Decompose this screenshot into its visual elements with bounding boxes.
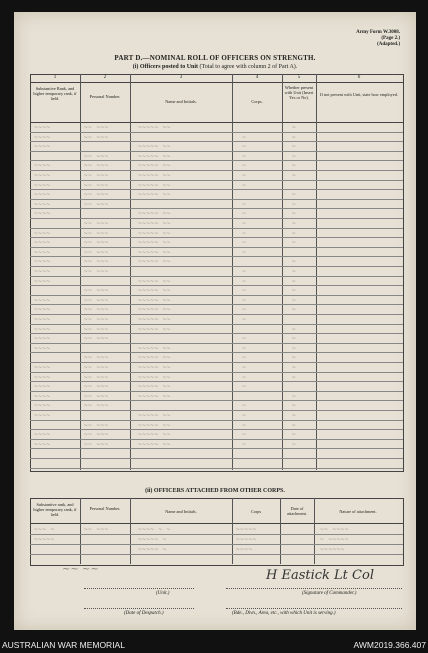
faint-pencil-entry: ~~ ~~~ — [84, 326, 109, 333]
faint-pencil-entry: ~~~~~ ~~ — [138, 278, 171, 285]
faint-pencil-entry: ~~~~ — [34, 412, 51, 419]
bde-line — [226, 608, 402, 609]
section-two-title: (ii) OFFICERS ATTACHED FROM OTHER CORPS. — [145, 488, 285, 494]
table-row-line — [30, 448, 403, 449]
faint-pencil-entry: ~~~~~ ~~ — [138, 441, 171, 448]
faint-pencil-entry: ~~~~ — [34, 326, 51, 333]
table-row-line — [30, 352, 403, 353]
attached-header-corps: Corps — [250, 509, 262, 514]
faint-pencil-entry: ~~~~~ ~~ — [138, 383, 171, 390]
faint-pencil-entry: ~~~~ — [34, 124, 51, 131]
faint-pencil-entry: ~~~~~ ~~ — [138, 297, 171, 304]
faint-pencil-entry: ~~~~ — [34, 364, 51, 371]
footer-institution: AUSTRALIAN WAR MEMORIAL — [2, 640, 125, 650]
faint-pencil-entry: ~ — [292, 441, 297, 448]
despatch-caption: (Date of Despatch.) — [124, 611, 164, 616]
table-row-line — [30, 439, 403, 440]
table-row-line — [30, 343, 403, 344]
header-rank: Substantive Rank, and higher temporary rank, if held. — [33, 86, 77, 102]
faint-pencil-entry: ~ — [292, 268, 297, 275]
attached-faint-entry: ~~~~~~ — [320, 546, 345, 553]
faint-pencil-entry: ~ — [242, 153, 247, 160]
faint-pencil-entry: ~~ ~~~ — [84, 239, 109, 246]
faint-pencil-entry: ~ — [292, 162, 297, 169]
attached-faint-entry: ~~~~~ — [236, 536, 257, 543]
table-row-line — [30, 304, 403, 305]
table-row-line — [30, 132, 403, 133]
faint-pencil-entry: ~ — [242, 316, 247, 323]
part-title: PART D.—NOMINAL ROLL OF OFFICERS ON STRENGTH. — [114, 54, 316, 62]
faint-pencil-entry: ~ — [292, 210, 297, 217]
faint-pencil-entry: ~~~~ — [34, 278, 51, 285]
faint-pencil-entry: ~~~~~ ~~ — [138, 431, 171, 438]
table-row-line — [30, 151, 403, 152]
faint-pencil-entry: ~~ ~~~ — [84, 297, 109, 304]
faint-pencil-entry: ~~~~ — [34, 191, 51, 198]
faint-pencil-entry: ~~~~~ ~~ — [138, 345, 171, 352]
faint-pencil-entry: ~~~~~ ~~ — [138, 124, 171, 131]
faint-pencil-entry: ~~ ~~~ — [84, 393, 109, 400]
attached-faint-entry: ~~ ~~~ — [84, 526, 109, 533]
table-row-line — [30, 199, 403, 200]
attached-faint-entry: ~~~~~ — [34, 536, 55, 543]
faint-pencil-entry: ~~~~ — [34, 345, 51, 352]
faint-pencil-entry: ~~~~ — [34, 316, 51, 323]
faint-pencil-entry: ~~ ~~~ — [84, 258, 109, 265]
faint-pencil-entry: ~~~~ — [34, 402, 51, 409]
col-number-5: 5 — [297, 75, 301, 80]
faint-pencil-entry: ~ — [242, 239, 247, 246]
faint-pencil-entry: ~~~~~ ~~ — [138, 210, 171, 217]
faint-pencil-entry: ~~ ~~~ — [84, 230, 109, 237]
header-divider — [30, 122, 403, 123]
faint-pencil-entry: ~ — [242, 383, 247, 390]
header-name: Name and Initials. — [165, 99, 197, 104]
col-number-2: 2 — [103, 75, 107, 80]
faint-pencil-entry: ~~ ~~~ — [84, 441, 109, 448]
faint-pencil-entry: ~~~~~ ~~ — [138, 422, 171, 429]
table-row-line — [30, 324, 403, 325]
faint-pencil-entry: ~~ ~~~ — [84, 431, 109, 438]
attached-row-line-2 — [30, 544, 403, 545]
faint-pencil-entry: ~~~~ — [34, 393, 51, 400]
faint-pencil-entry: ~~~~ — [34, 239, 51, 246]
faint-pencil-entry: ~ — [242, 201, 247, 208]
attached-header-nature: Nature of attachment. — [339, 509, 377, 514]
faint-pencil-entry: ~~ ~~~ — [84, 172, 109, 179]
faint-pencil-entry: ~ — [242, 210, 247, 217]
faint-pencil-entry: ~~ ~~~ — [84, 383, 109, 390]
faint-pencil-entry: ~~ ~~~ — [84, 134, 109, 141]
header-corps: Corps. — [251, 99, 263, 104]
unit-caption: (Unit.) — [156, 591, 170, 596]
faint-pencil-entry: ~~~~~ ~~ — [138, 143, 171, 150]
table-row-line — [30, 189, 403, 190]
faint-pencil-entry: ~ — [242, 278, 247, 285]
table-row-line — [30, 391, 403, 392]
attached-header-rank: Substantive rank, and higher temporary rank, if held. — [33, 502, 77, 518]
faint-pencil-entry: ~~ ~~~ — [84, 402, 109, 409]
faint-pencil-entry: ~~~~~ ~~ — [138, 172, 171, 179]
faint-pencil-entry: ~~~~~ ~~ — [138, 162, 171, 169]
faint-pencil-entry: ~ — [242, 306, 247, 313]
faint-pencil-entry: ~ — [292, 191, 297, 198]
faint-pencil-entry: ~ — [292, 326, 297, 333]
table-row-line — [30, 160, 403, 161]
faint-pencil-entry: ~~~~ — [34, 162, 51, 169]
faint-pencil-entry: ~ — [292, 306, 297, 313]
faint-pencil-entry: ~ — [242, 182, 247, 189]
col-number-3: 3 — [179, 75, 183, 80]
table-row-line — [30, 218, 403, 219]
faint-pencil-entry: ~~~~ — [34, 210, 51, 217]
faint-pencil-entry: ~ — [292, 134, 297, 141]
faint-pencil-entry: ~~~~~ ~~ — [138, 412, 171, 419]
faint-pencil-entry: ~ — [242, 335, 247, 342]
table-row-line — [30, 400, 403, 401]
faint-pencil-entry: ~~~~~ ~~ — [138, 182, 171, 189]
table-row-line — [30, 170, 403, 171]
faint-pencil-entry: ~~~~~ ~~ — [138, 230, 171, 237]
faint-pencil-entry: ~~~~~ ~~ — [138, 287, 171, 294]
faint-pencil-entry: ~ — [242, 287, 247, 294]
header-employment: If not present with Unit, state how employed. — [320, 92, 398, 97]
form-page: (Page 2.) — [381, 36, 400, 41]
attached-faint-entry: ~ ~~~~~ — [320, 536, 349, 543]
faint-pencil-entry: ~ — [292, 422, 297, 429]
faint-pencil-entry: ~~ ~~~ — [84, 316, 109, 323]
faint-pencil-entry: ~ — [292, 374, 297, 381]
attached-row-line-1 — [30, 534, 403, 535]
faint-pencil-entry: ~ — [242, 134, 247, 141]
attached-faint-entry: ~~~~~ ~ — [138, 546, 167, 553]
faint-pencil-entry: ~ — [242, 172, 247, 179]
table-row-line — [30, 141, 403, 142]
faint-pencil-entry: ~~~~~ ~~ — [138, 239, 171, 246]
col-number-divider — [30, 82, 403, 83]
attached-header-name: Name and Initials. — [165, 509, 197, 514]
faint-pencil-entry: ~~~~ — [34, 268, 51, 275]
faint-pencil-entry: ~~~~ — [34, 383, 51, 390]
faint-pencil-entry: ~~ ~~~ — [84, 422, 109, 429]
attached-faint-entry: ~~~~ ~ ~ — [138, 526, 171, 533]
faint-pencil-entry: ~ — [242, 412, 247, 419]
unit-line — [84, 588, 194, 589]
faint-pencil-entry: ~~~~~ ~~ — [138, 191, 171, 198]
faint-pencil-entry: ~ — [292, 172, 297, 179]
faint-pencil-entry: ~~ ~~~ — [84, 268, 109, 275]
pencil-annotation: ~~ ~~ — [62, 564, 99, 575]
faint-pencil-entry: ~~~~ — [34, 306, 51, 313]
table-row-line — [30, 429, 403, 430]
faint-pencil-entry: ~~ ~~~ — [84, 335, 109, 342]
form-identifier — [356, 30, 400, 48]
col-number-4: 4 — [255, 75, 259, 80]
faint-pencil-entry: ~ — [292, 239, 297, 246]
faint-pencil-entry: ~ — [292, 278, 297, 285]
table-row-line — [30, 314, 403, 315]
attached-header-date: Date of attachment. — [287, 506, 307, 517]
faint-pencil-entry: ~ — [292, 258, 297, 265]
table-row-line — [30, 381, 403, 382]
faint-pencil-entry: ~ — [292, 402, 297, 409]
faint-pencil-entry: ~~~~ — [34, 182, 51, 189]
table-row-line — [30, 237, 403, 238]
table-row-line — [30, 180, 403, 181]
faint-pencil-entry: ~ — [242, 431, 247, 438]
table-row-line — [30, 410, 403, 411]
faint-pencil-entry: ~~ ~~~ — [84, 182, 109, 189]
faint-pencil-entry: ~~~~ — [34, 172, 51, 179]
table-row-line — [30, 420, 403, 421]
faint-pencil-entry: ~ — [292, 354, 297, 361]
faint-pencil-entry: ~~~~~ ~~ — [138, 326, 171, 333]
bde-caption: (Bde., Divn., Area, etc., with which Unit is serving.) — [232, 611, 336, 616]
faint-pencil-entry: ~~ ~~~ — [84, 364, 109, 371]
faint-pencil-entry: ~~~~ — [34, 134, 51, 141]
table-row-line — [30, 208, 403, 209]
faint-pencil-entry: ~~~~~ ~~ — [138, 220, 171, 227]
faint-pencil-entry: ~~~~~ ~~ — [138, 258, 171, 265]
table-row-line — [30, 276, 403, 277]
faint-pencil-entry: ~ — [292, 287, 297, 294]
faint-pencil-entry: ~~ ~~~ — [84, 287, 109, 294]
faint-pencil-entry: ~~~~ — [34, 374, 51, 381]
faint-pencil-entry: ~~~~ — [34, 230, 51, 237]
faint-pencil-entry: ~ — [292, 220, 297, 227]
faint-pencil-entry: ~~ ~~~ — [84, 124, 109, 131]
faint-pencil-entry: ~ — [242, 230, 247, 237]
faint-pencil-entry: ~ — [292, 335, 297, 342]
table-row-line — [30, 372, 403, 373]
table-row-line — [30, 247, 403, 248]
faint-pencil-entry: ~~~~~ ~~ — [138, 316, 171, 323]
table-row-line — [30, 295, 403, 296]
faint-pencil-entry: ~~~~~ ~~ — [138, 153, 171, 160]
attached-row-line-3 — [30, 554, 403, 555]
faint-pencil-entry: ~ — [242, 374, 247, 381]
faint-pencil-entry: ~ — [292, 143, 297, 150]
col-number-1: 1 — [53, 75, 57, 80]
attached-header-number: Personal Number. — [89, 506, 121, 511]
faint-pencil-entry: ~~~~ — [34, 335, 51, 342]
col-number-6: 6 — [357, 75, 361, 80]
form-sheet — [14, 12, 416, 630]
faint-pencil-entry: ~ — [292, 412, 297, 419]
faint-pencil-entry: ~ — [242, 249, 247, 256]
faint-pencil-entry: ~ — [242, 345, 247, 352]
faint-pencil-entry: ~~ ~~~ — [84, 354, 109, 361]
faint-pencil-entry: ~ — [242, 162, 247, 169]
table-row-line — [30, 458, 403, 459]
faint-pencil-entry: ~~ ~~~ — [84, 201, 109, 208]
attached-faint-entry: ~~ ~~~~ — [320, 526, 349, 533]
faint-pencil-entry: ~~~~~ ~~ — [138, 354, 171, 361]
faint-pencil-entry: ~ — [242, 297, 247, 304]
table-row-line — [30, 266, 403, 267]
faint-pencil-entry: ~~ ~~~ — [84, 374, 109, 381]
faint-pencil-entry: ~ — [292, 345, 297, 352]
faint-pencil-entry: ~~~~~ ~~ — [138, 306, 171, 313]
footer-accession: AWM2019.366.407 — [353, 640, 426, 650]
table-row-line — [30, 285, 403, 286]
attached-header-divider — [30, 523, 403, 524]
faint-pencil-entry: ~ — [292, 124, 297, 131]
faint-pencil-entry: ~~ ~~~ — [84, 153, 109, 160]
faint-pencil-entry: ~ — [292, 297, 297, 304]
faint-pencil-entry: ~ — [292, 364, 297, 371]
faint-pencil-entry: ~~ ~~~ — [84, 162, 109, 169]
faint-pencil-entry: ~ — [242, 220, 247, 227]
faint-pencil-entry: ~~~~ — [34, 249, 51, 256]
faint-pencil-entry: ~ — [292, 201, 297, 208]
faint-pencil-entry: ~ — [292, 153, 297, 160]
faint-pencil-entry: ~ — [242, 402, 247, 409]
table-row-line — [30, 468, 403, 469]
faint-pencil-entry: ~~~~ — [34, 201, 51, 208]
form-adapted: (Adapted.) — [377, 42, 400, 47]
faint-pencil-entry: ~~~~~ ~~ — [138, 364, 171, 371]
section-one-title — [14, 64, 416, 70]
faint-pencil-entry: ~ — [292, 431, 297, 438]
faint-pencil-entry: ~~ ~~~ — [84, 249, 109, 256]
faint-pencil-entry: ~ — [242, 422, 247, 429]
commander-signature: H Eastick Lt Col — [266, 568, 374, 583]
faint-pencil-entry: ~ — [292, 393, 297, 400]
faint-pencil-entry: ~ — [242, 354, 247, 361]
table-row-line — [30, 362, 403, 363]
faint-pencil-entry: ~ — [242, 441, 247, 448]
table-row-line — [30, 256, 403, 257]
attached-faint-entry: ~~~~~ — [236, 526, 257, 533]
faint-pencil-entry: ~~ ~~~ — [84, 191, 109, 198]
faint-pencil-entry: ~ — [242, 268, 247, 275]
header-personal-number: Personal Number. — [89, 94, 121, 99]
attached-faint-entry: ~~~~ — [236, 546, 253, 553]
faint-pencil-entry: ~ — [242, 364, 247, 371]
faint-pencil-entry: ~~~~ — [34, 431, 51, 438]
faint-pencil-entry: ~ — [242, 143, 247, 150]
despatch-line — [84, 608, 194, 609]
commander-caption: (Signature of Commander.) — [302, 591, 357, 596]
faint-pencil-entry: ~~~~~ ~~ — [138, 374, 171, 381]
attached-faint-entry: ~~~ ~ — [34, 526, 55, 533]
faint-pencil-entry: ~~~~ — [34, 143, 51, 150]
faint-pencil-entry: ~~~~ — [34, 441, 51, 448]
section-one-title-note: (Total to agree with column 2 of Part A). — [198, 64, 298, 70]
header-whether-present: Whether present with Unit (Insert Yes or No). — [284, 85, 314, 101]
faint-pencil-entry: ~~ ~~~ — [84, 220, 109, 227]
faint-pencil-entry: ~ — [292, 230, 297, 237]
faint-pencil-entry: ~~ ~~~ — [84, 306, 109, 313]
form-number: Army Form W.3008. — [356, 30, 400, 35]
table-row-line — [30, 228, 403, 229]
faint-pencil-entry: ~~~~ — [34, 258, 51, 265]
faint-pencil-entry: ~~~~ — [34, 297, 51, 304]
attached-faint-entry: ~~~~~ ~ — [138, 536, 167, 543]
commander-line — [226, 588, 402, 589]
faint-pencil-entry: ~~~~~ ~~ — [138, 249, 171, 256]
table-row-line — [30, 333, 403, 334]
section-one-title-bold: (i) Officers posted to Unit — [132, 64, 199, 70]
faint-pencil-entry: ~~~~~ ~~ — [138, 393, 171, 400]
